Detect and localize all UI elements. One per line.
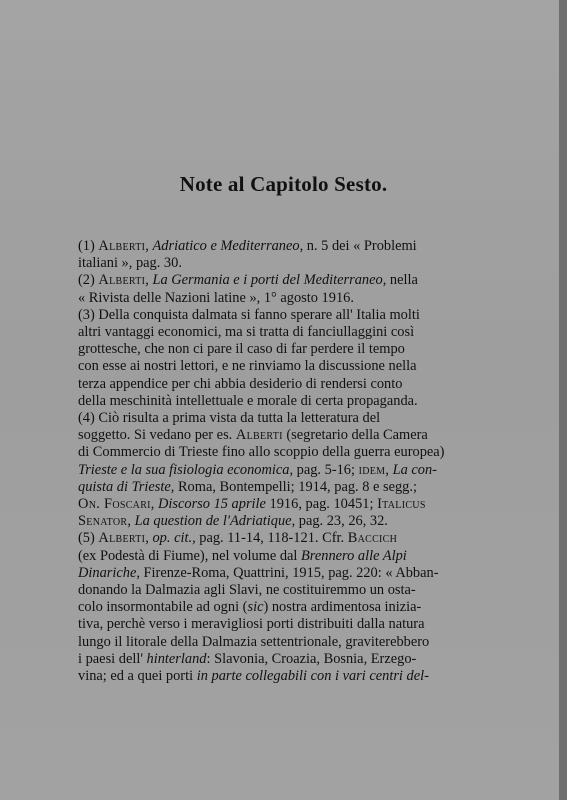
note-text: , Roma, Bontempelli; 1914, pag. 8 e segg.; (170, 478, 417, 495)
note-line (78, 324, 499, 341)
note-line (78, 462, 499, 479)
author-name: Alberti (98, 530, 146, 547)
note-text: , pag. 5-16; (289, 461, 359, 478)
note-text: (1) (78, 238, 99, 254)
note-line (78, 341, 499, 358)
note-text: « Rivista delle Nazioni latine », 1° agosto 1916. (78, 289, 354, 306)
author-name: Baccich (347, 530, 398, 547)
note-text: i paesi dell' (78, 650, 147, 667)
note-text: della meschinità intellettuale e morale di certa propaganda. (78, 392, 418, 409)
note-line (78, 376, 499, 393)
note-text: (4) Ciò risulta a prima vista da tutta la letteratura del (78, 410, 381, 427)
author-name: Alberti (98, 272, 146, 289)
note-text: grottesche, che non ci pare il caso di far perdere il tempo (78, 341, 405, 358)
note-text: tiva, perchè verso i meravigliosi porti distribuiti dalla natura (78, 616, 425, 633)
note-text: terza appendice per chi abbia desiderio di rendersi conto (78, 375, 403, 392)
note-text: lungo il litorale della Dalmazia settentrionale, graviterebbero (78, 633, 430, 650)
note-text: vina; ed a quei porti (78, 668, 197, 685)
author-name: Alberti (235, 427, 283, 444)
note-line (78, 513, 499, 530)
note-line (78, 496, 499, 513)
author-name: On. Foscari (78, 496, 151, 513)
note-line (78, 634, 499, 651)
note-text: con esse ai nostri lettori, e ne rinviamo la discussione nella (78, 358, 417, 375)
italic-title: Discorso 15 aprile (158, 496, 266, 513)
chapter-notes-title: Note al Capitolo Sesto. (179, 172, 388, 196)
note-text: (5) (78, 530, 99, 547)
note-text: , Firenze-Roma, Quattrini, 1915, pag. 220: « Abban- (136, 564, 439, 581)
note-line (78, 393, 499, 410)
italic-title: op. cit. (152, 530, 193, 547)
note-line (78, 427, 499, 444)
italic-title: sic (247, 599, 264, 616)
italic-title: quista di Trieste (78, 478, 171, 495)
note-text: (segretario della Camera (282, 427, 428, 444)
italic-title: Brennero alle Alpi (301, 547, 407, 564)
italic-title: Adriatico e Mediterraneo (152, 238, 300, 254)
note-text: , (145, 530, 153, 547)
note-line (78, 255, 499, 272)
note-line (78, 582, 499, 599)
note-text: (2) (78, 272, 99, 289)
italic-title: Dinariche (78, 564, 137, 581)
italic-title: La con- (392, 461, 437, 478)
note-text: altri vantaggi economici, ma si tratta di fanciullaggini così (78, 324, 415, 341)
note-text: , nella (382, 272, 418, 289)
note-line (78, 410, 499, 427)
note-text: (3) Della conquista dalmata si fanno sperare all' Italia molti (78, 306, 420, 323)
note-text: , (145, 272, 153, 289)
note-line (78, 290, 499, 307)
note-text: di Commercio di Trieste fino allo scoppio della guerra europea) (78, 444, 445, 461)
note-text: , (150, 496, 158, 513)
note-text: , (145, 238, 153, 254)
page-edge-shadow (559, 0, 567, 800)
note-line (78, 548, 499, 565)
note-text: ) nostra ardimentosa inizia- (263, 599, 422, 616)
italic-title: La question de l'Adriatique (134, 513, 292, 530)
note-text: , (127, 513, 135, 530)
note-text: italiani », pag. 30. (78, 255, 182, 272)
note-text: , n. 5 dei « Problemi (299, 238, 417, 254)
note-line (78, 358, 499, 375)
note-text: , pag. 23, 26, 32. (291, 513, 388, 530)
note-text: : Slavonia, Croazia, Bosnia, Erzego- (206, 650, 417, 667)
note-text: colo insormontabile ad ogni ( (78, 599, 248, 616)
note-line (78, 651, 499, 668)
note-line (78, 307, 499, 324)
note-line (78, 599, 499, 616)
note-text: soggetto. Si vedano per es. (78, 427, 236, 444)
note-line (78, 272, 499, 289)
note-line (78, 479, 499, 496)
author-name: idem (358, 461, 386, 478)
author-name: Senator (78, 513, 128, 530)
italic-title: Trieste e la sua fisiologia economica (78, 461, 290, 478)
note-line (78, 565, 499, 582)
italic-title: in parte collegabili con i vari centri del- (196, 668, 429, 685)
italic-title: hinterland (146, 650, 207, 667)
note-text: , pag. 11-14, 118-121. Cfr. (192, 530, 348, 547)
author-name: Italicus (377, 496, 426, 513)
note-text: 1916, pag. 10451; (265, 496, 378, 513)
note-line (78, 668, 499, 685)
note-text: donando la Dalmazia agli Slavi, ne costituiremmo un osta- (78, 582, 416, 599)
note-text: , (385, 461, 393, 478)
note-line (78, 530, 499, 547)
italic-title: La Germania e i porti del Mediterraneo (152, 272, 383, 289)
note-line (78, 444, 499, 461)
author-name: Alberti (98, 238, 146, 254)
note-line (78, 238, 499, 255)
note-line (78, 616, 499, 633)
note-text: (ex Podestà di Fiume), nel volume dal (78, 547, 302, 564)
notes-text-block (78, 238, 499, 685)
